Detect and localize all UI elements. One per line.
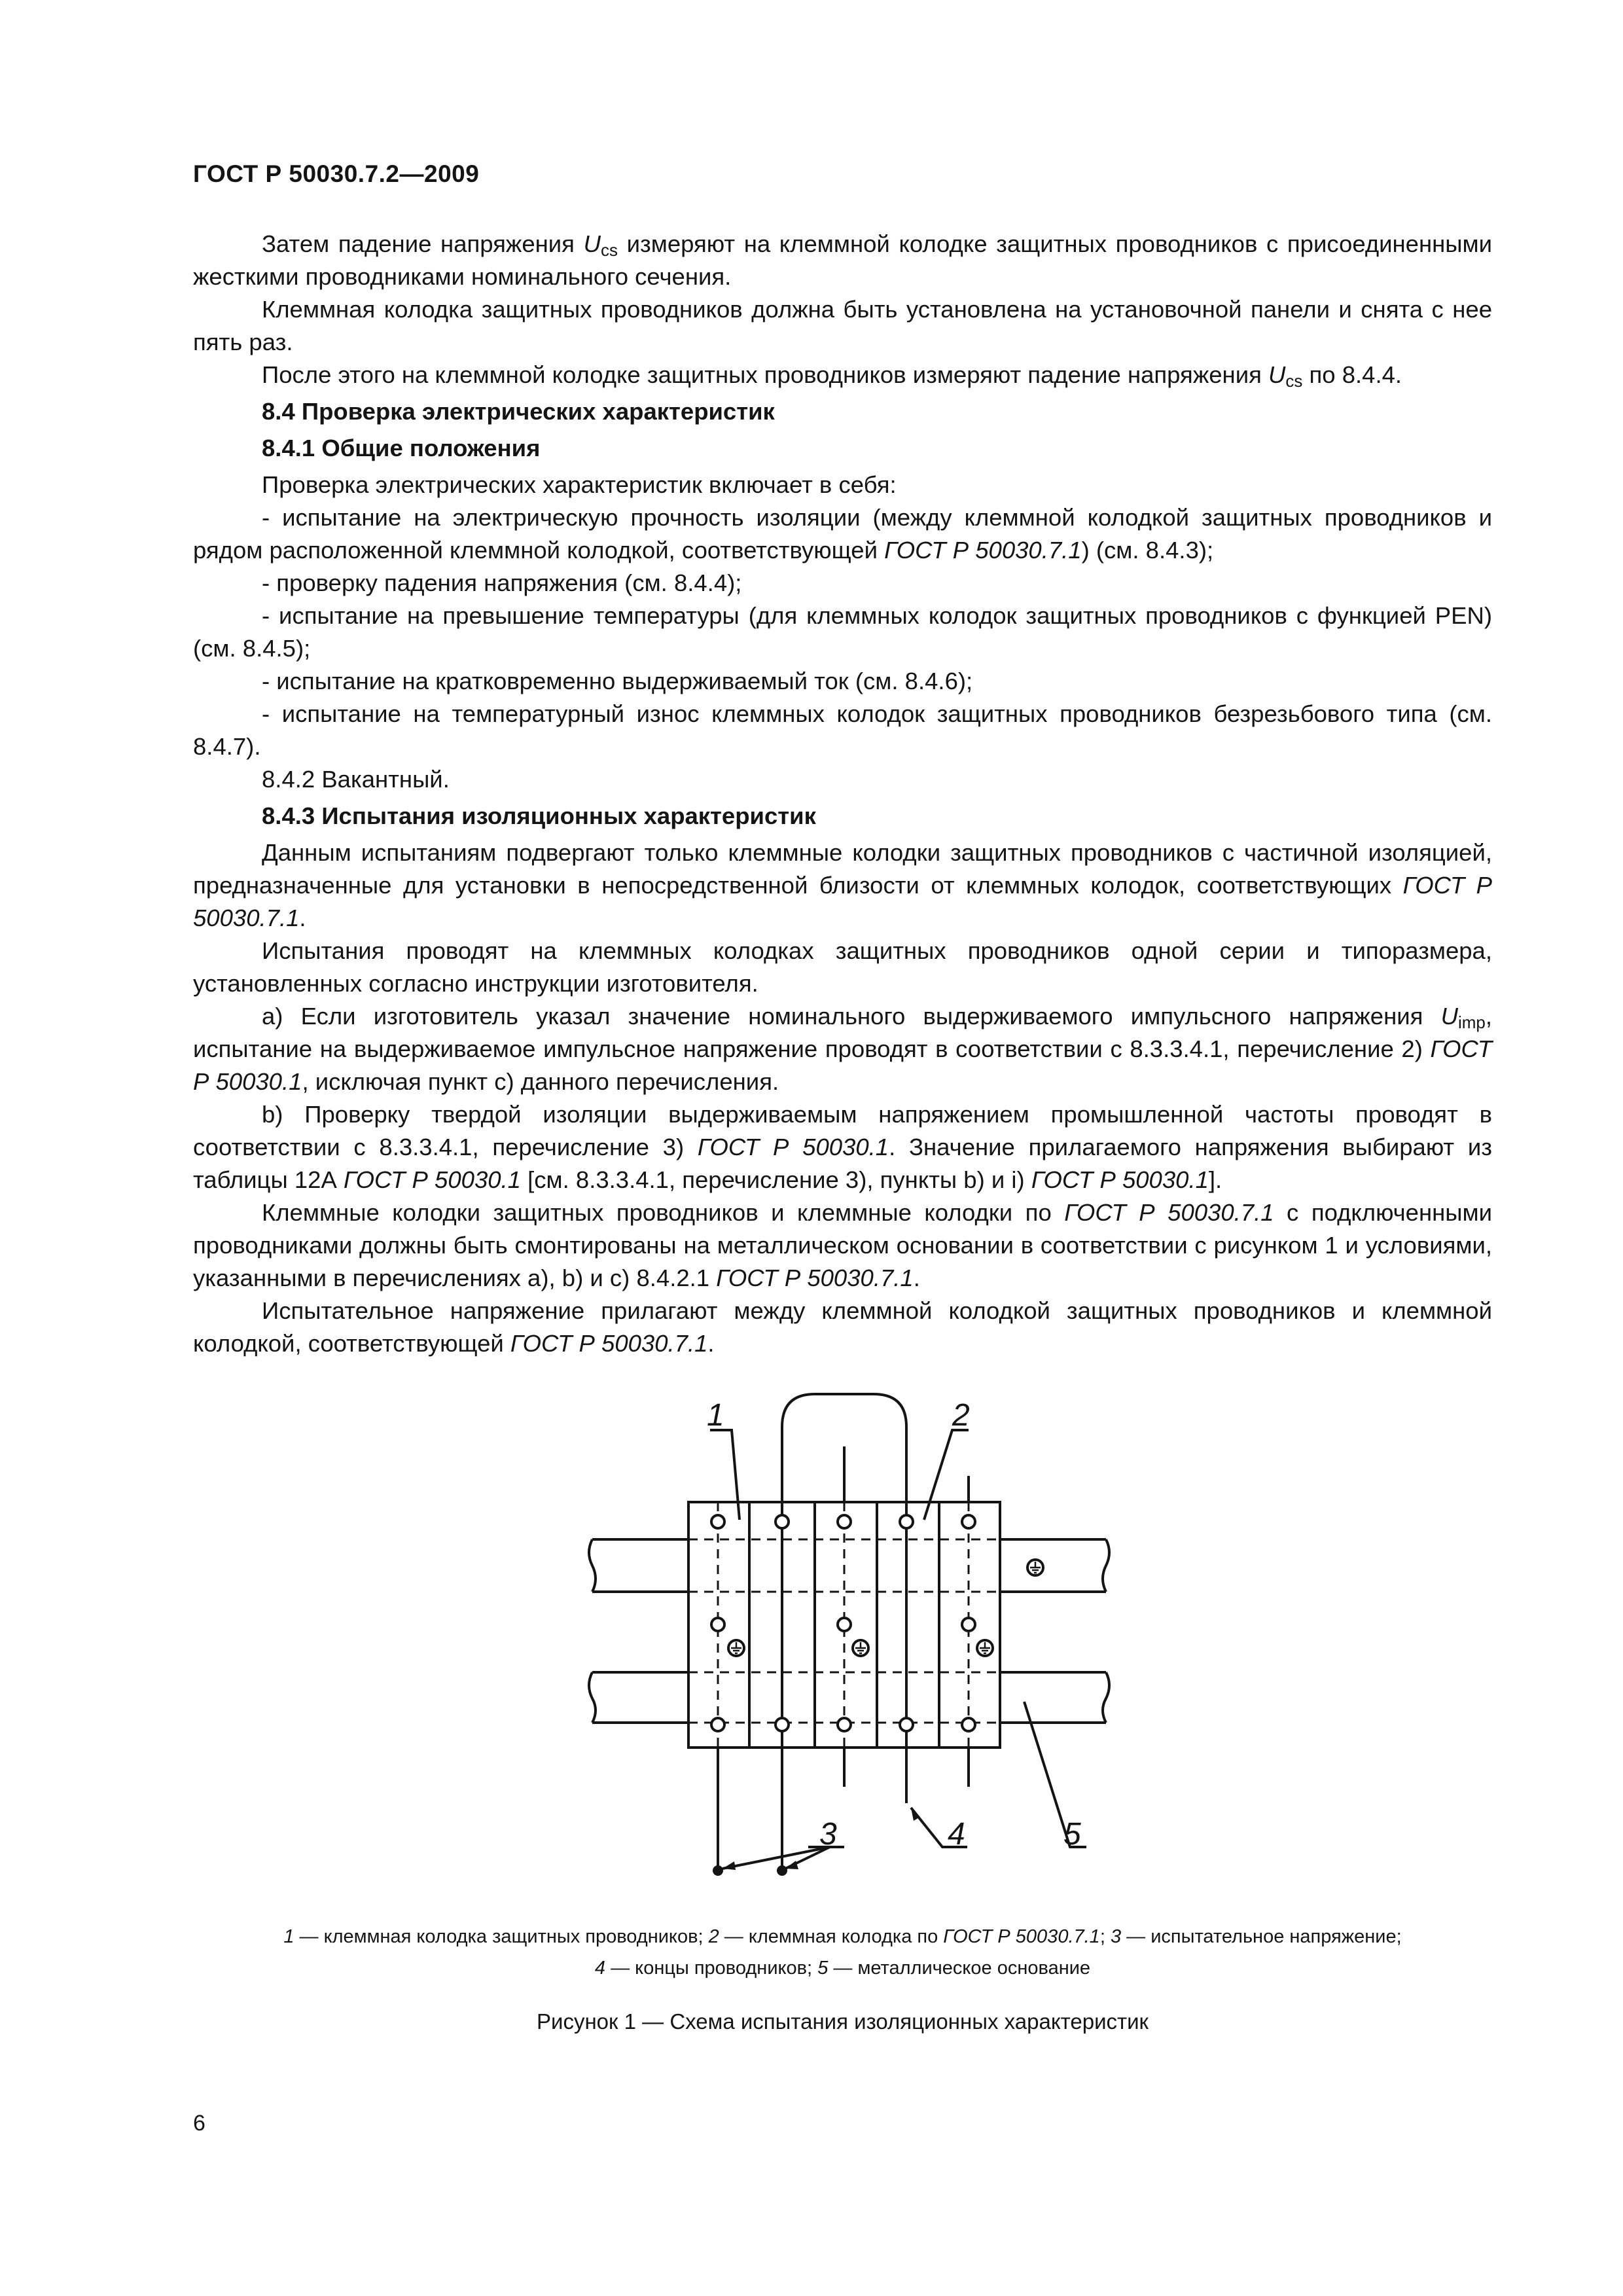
figure-legend: 1 — клеммная колодка защитных проводников; 2 — клеммная колодка по ГОСТ Р 50030.7.1; 3 — испытательное напряжение; 4 — концы проводников; 5 — металлическое основание	[283, 1926, 1402, 1979]
paragraph: После этого на клеммной колодке защитных проводников измеряют падение напряжения $U_{cs}$ по 8.4.4.	[262, 361, 1402, 391]
list-item: - испытание на кратковременно выдерживаемый ток (см. 8.4.6);	[262, 668, 973, 694]
paragraph: Клеммные колодки защитных проводников и клеммные колодки по ГОСТ Р 50030.7.1 с подключенными проводниками должны быть смонтированы на металлическом основании в соответствии с рисунком 1 и условиями, указанными в перечислениях а), b) и с) 8.4.2.1 ГОСТ Р 50030.7.1.	[193, 1199, 1492, 1291]
page-number: 6	[193, 2111, 205, 2136]
paragraph: Клеммная колодка защитных проводников должна быть установлена на установочной панели и снята с нее пять раз.	[193, 296, 1492, 355]
list-item: - испытание на электрическую прочность изоляции (между клеммной колодкой защитных проводников и рядом расположенной клеммной колодкой, соответствующей ГОСТ Р 50030.7.1) (см. 8.4.3);	[193, 504, 1492, 564]
list-item: - проверку падения напряжения (см. 8.4.4);	[262, 569, 742, 596]
insulation-test-diagram	[576, 1391, 1139, 1914]
figure-caption: Рисунок 1 — Схема испытания изоляционных характеристик	[537, 2009, 1149, 2034]
paragraph: Затем падение напряжения $U_{cs}$ измеряют на клеммной колодке защитных проводников с присоединенными жесткими проводниками номинального сечения.	[193, 230, 1492, 290]
paragraph: Проверка электрических характеристик включает в себя:	[262, 471, 897, 498]
section-heading-8-4-1: 8.4.1 Общие положения	[262, 435, 541, 461]
paragraph: b) Проверку твердой изоляции выдерживаемым напряжением промышленной частоты проводят в соответствии с 8.3.3.4.1, перечисление 3) ГОСТ Р 50030.1. Значение прилагаемого напряжения выбирают из таблицы 12А ГОСТ Р 50030.1 [см. 8.3.3.4.1, перечисление 3), пункты b) и i) ГОСТ Р 50030.1].	[193, 1101, 1492, 1193]
document-header: ГОСТ Р 50030.7.2—2009	[193, 160, 480, 187]
figure-label-1: 1	[707, 1398, 724, 1433]
list-item: - испытание на температурный износ клеммных колодок защитных проводников безрезьбового типа (см. 8.4.7).	[193, 700, 1492, 760]
paragraph: 8.4.2 Вакантный.	[262, 766, 450, 793]
paragraph: Испытания проводят на клеммных колодках защитных проводников одной серии и типоразмера, установленных согласно инструкции изготовителя.	[193, 937, 1492, 997]
figure-label-2: 2	[952, 1398, 970, 1433]
figure-label-3: 3	[819, 1817, 837, 1852]
list-item: - испытание на превышение температуры (для клеммных колодок защитных проводников с функцией PEN) (см. 8.4.5);	[193, 602, 1492, 662]
paragraph: Испытательное напряжение прилагают между клеммной колодкой защитных проводников и клеммной колодкой, соответствующей ГОСТ Р 50030.7.1.	[193, 1297, 1492, 1357]
body-text	[193, 228, 1492, 1360]
section-heading-8-4-3: 8.4.3 Испытания изоляционных характеристик	[262, 802, 816, 829]
section-heading-8-4: 8.4 Проверка электрических характеристик	[262, 398, 775, 425]
paragraph: Данным испытаниям подвергают только клеммные колодки защитных проводников с частичной изоляцией, предназначенные для установки в непосредственной близости от клеммных колодок, соответствующих ГОСТ Р 50030.7.1.	[193, 839, 1492, 931]
paragraph: а) Если изготовитель указал значение номинального выдерживаемого импульсного напряжения $U_{imp}$, испытание на выдерживаемое импульсное напряжение проводят в соответствии с 8.3.3.4.1, перечисление 2) ГОСТ Р 50030.1, исключая пункт с) данного перечисления.	[193, 1003, 1492, 1095]
figure-label-4: 4	[948, 1817, 965, 1852]
figure-label-5: 5	[1063, 1817, 1081, 1852]
